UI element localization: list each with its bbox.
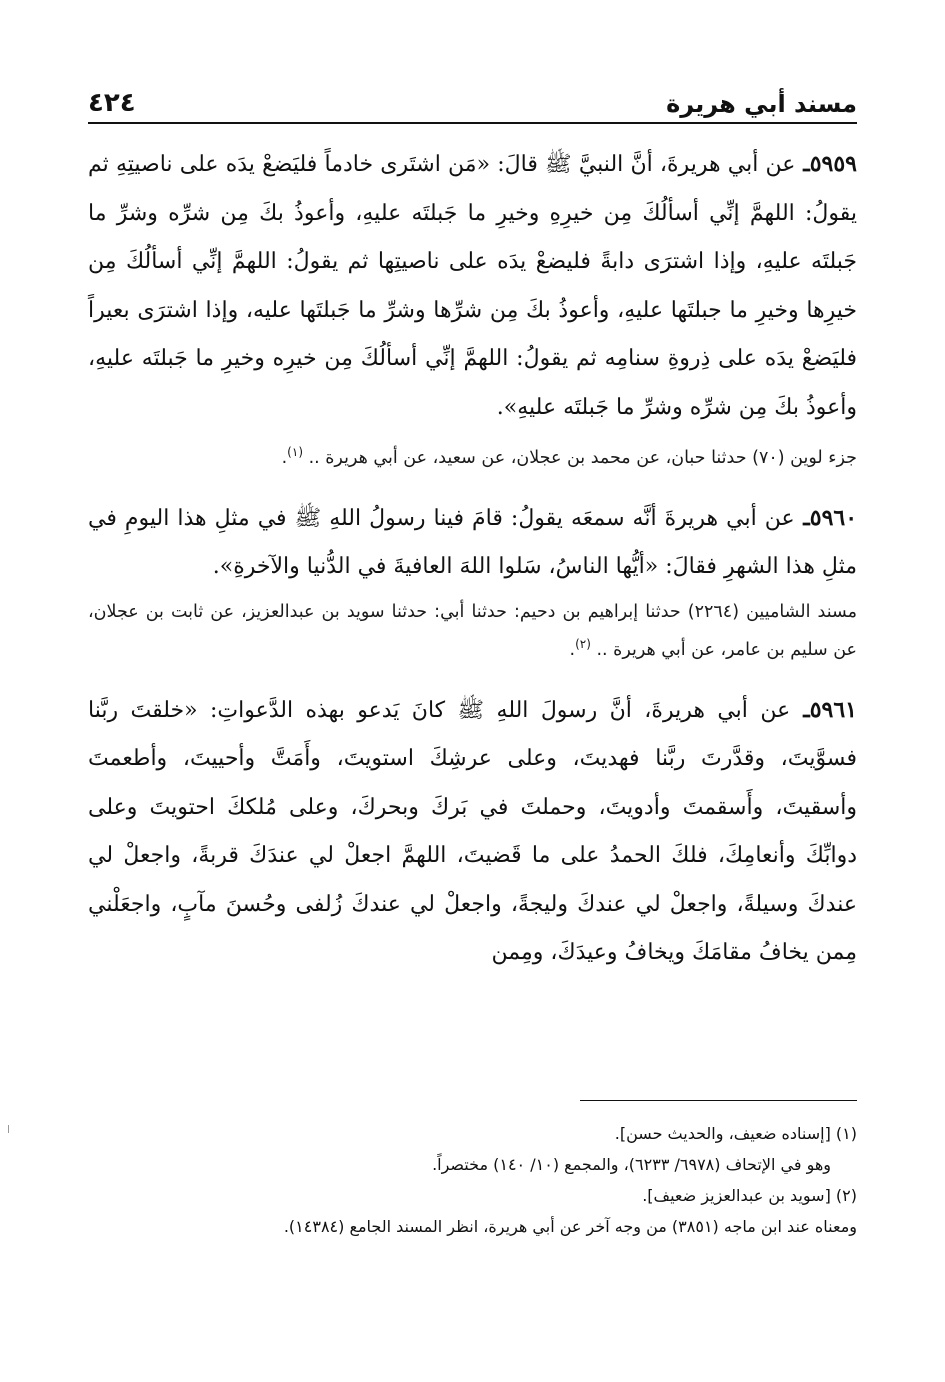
footnote-ref: (١) — [287, 445, 303, 459]
running-title: مسند أبي هريرة — [666, 90, 857, 118]
footnote-label: (١) — [835, 1124, 857, 1143]
main-text — [88, 140, 857, 992]
hadith-number: ٥٩٥٩ — [809, 151, 857, 177]
scan-mark — [8, 1125, 9, 1133]
footnote-line: [إسناده ضعيف، والحديث حسن]. — [614, 1124, 831, 1143]
hadith-text: عن أبي هريرةَ أنَّه سمعَه يقولُ: قامَ فينا رسولُ اللهِ ﷺ في مثلِ هذا اليومِ في مثلِ هذا الشهرِ فقالَ: «أيُّها الناسُ، سَلوا اللهَ العافيةَ في الدُّنيا والآخرةِ». — [88, 505, 857, 580]
hadith-5961: ٥٩٦١ـ عن أبي هريرةَ، أنَّ رسولَ اللهِ ﷺ كانَ يَدعو بهذه الدَّعواتِ: «خلقتَ ربَّنا فسوَّيتَ، وقدَّرتَ ربَّنا فهديتَ، وعلى عرشِكَ استويتَ، وأَمَتَّ وأحييتَ، وأطعمتَ وأسقيتَ، وأَسقمتَ وأدويتَ، وحملتَ في بَركَ وبحركَ، وعلى مُلككَ احتويتَ وعلى دوابِّكَ وأنعامِكَ، فلكَ الحمدُ على ما قَضيتَ، اللهمَّ اجعلْ لي عندَكَ قربةً، واجعلْ لي عندكَ وسيلةً، واجعلْ لي عندكَ وليجةً، واجعلْ لي عندكَ زُلفى وحُسنَ مآبٍ، واجعَلْني مِمن يخافُ مقامَكَ ويخافُ وعيدَكَ، ومِمن — [88, 696, 857, 966]
footnote-line: وهو في الإتحاف (٦٩٧٨/ ٦٢٣٣)، والمجمع (١٠/ ١٤٠) مختصراً. — [432, 1155, 831, 1174]
hadith-number: ٥٩٦١ — [809, 696, 857, 723]
footnote-separator — [580, 1100, 857, 1101]
footnotes — [88, 1118, 857, 1242]
hadith-source: مسند الشاميين (٢٢٦٤) حدثنا إبراهيم بن دحيم: حدثنا أبي: حدثنا سويد بن عبدالعزيز، عن ثابت بن عجلان، عن سليم بن عامر، عن أبي هريرة .. — [88, 601, 857, 660]
footnote-ref: (٢) — [575, 636, 591, 651]
footnote-line: ومعناه عند ابن ماجه (٣٨٥١) من وجه آخر عن أبي هريرة، انظر المسند الجامع (١٤٣٨٤). — [283, 1217, 857, 1236]
hadith-text: عن أبي هريرةَ، أنَّ رسولَ اللهِ ﷺ كانَ يَدعو بهذه الدَّعواتِ: «خلقتَ ربَّنا فسوَّيتَ، وقدَّرتَ ربَّنا فهديتَ، وعلى عرشِكَ استويتَ، وأَمَتَّ وأحييتَ، وأطعمتَ وأسقيتَ، وأَسقمتَ وأدويتَ، وحملتَ في بَركَ وبحركَ، وعلى مُلككَ احتويتَ وعلى دوابِّكَ وأنعامِكَ، فلكَ الحمدُ على ما قَضيتَ، اللهمَّ اجعلْ لي عندَكَ قربةً، واجعلْ لي عندكَ وسيلةً، واجعلْ لي عندكَ وليجةً، واجعلْ لي عندكَ زُلفى وحُسنَ مآبٍ، واجعَلْني مِمن يخافُ مقامَكَ ويخافُ وعيدَكَ، ومِمن — [88, 697, 857, 966]
hadith-number: ٥٩٦٠ — [809, 504, 858, 531]
page-number: ٤٢٤ — [88, 88, 136, 118]
hadith-5959: ٥٩٥٩ـ عن أبي هريرةَ، أنَّ النبيَّ ﷺ قالَ: «مَن اشتَرى خادماً فليَضعْ يدَه على ناصيتِهِ ثم يقولُ: اللهمَّ إنِّي أسألُكَ مِن خيرِهِ وخيرِ ما جَبلتَه عليهِ، وأعوذُ بكَ مِن شرِّه وشرِّ ما جَبلتَه عليهِ، وإذا اشترَى دابةً فليضعْ يدَه على ناصيتِها ثم يقولُ: اللهمَّ إنِّي أسألُكَ مِن خيرِها وخيرِ ما جبلتَها عليهِ، وأعوذُ بكَ مِن شرِّها وشرِّ ما جَبلتَها عليه، وإذا اشترَى بعيراً فليَضعْ يدَه على ذِروةِ سنامِه ثم يقولُ: اللهمَّ إنِّي أسألُكَ مِن خيرِه وخيرِ ما جَبلتَه عليهِ، وأعوذُ بكَ مِن شرِّه وشرِّ ما جَبلتَه عليهِ». جزء لوين (٧٠) حدثنا حبان، عن محمد بن عجلان، عن سعيد، عن أبي هريرة .. $^{(١)}$. — [88, 151, 857, 468]
footnote-2 — [88, 1180, 857, 1242]
hadith-source: جزء لوين (٧٠) حدثنا حبان، عن محمد بن عجلان، عن سعيد، عن أبي هريرة .. — [303, 447, 857, 468]
page-header — [88, 78, 857, 124]
footnote-1 — [88, 1118, 857, 1180]
footnote-label: (٢) — [835, 1186, 857, 1205]
hadith-5960: ٥٩٦٠ـ عن أبي هريرةَ أنَّه سمعَه يقولُ: قامَ فينا رسولُ اللهِ ﷺ في مثلِ هذا اليومِ في مثلِ هذا الشهرِ فقالَ: «أيُّها الناسُ، سَلوا اللهَ العافيةَ في الدُّنيا والآخرةِ». مسند الشاميين (٢٢٦٤) حدثنا إبراهيم بن دحيم: حدثنا أبي: حدثنا سويد بن عبدالعزيز، عن ثابت بن عجلان، عن سليم بن عامر، عن أبي هريرة .. $^{(٢)}$. — [88, 504, 858, 660]
hadith-text: عن أبي هريرةَ، أنَّ النبيَّ ﷺ قالَ: «مَن اشتَرى خادماً فليَضعْ يدَه على ناصيتِهِ ثم يقولُ: اللهمَّ إنِّي أسألُكَ مِن خيرِهِ وخيرِ ما جَبلتَه عليهِ، وأعوذُ بكَ مِن شرِّه وشرِّ ما جَبلتَه عليهِ، وإذا اشترَى دابةً فليضعْ يدَه على ناصيتِها ثم يقولُ: اللهمَّ إنِّي أسألُكَ مِن خيرِها وخيرِ ما جبلتَها عليهِ، وأعوذُ بكَ مِن شرِّها وشرِّ ما جَبلتَها عليه، وإذا اشترَى بعيراً فليَضعْ يدَه على ذِروةِ سنامِه ثم يقولُ: اللهمَّ إنِّي أسألُكَ مِن خيرِه وخيرِ ما جَبلتَه عليهِ، وأعوذُ بكَ مِن شرِّه وشرِّ ما جَبلتَه عليهِ». — [88, 152, 857, 420]
footnote-line: [سويد بن عبدالعزيز ضعيف]. — [642, 1186, 831, 1205]
